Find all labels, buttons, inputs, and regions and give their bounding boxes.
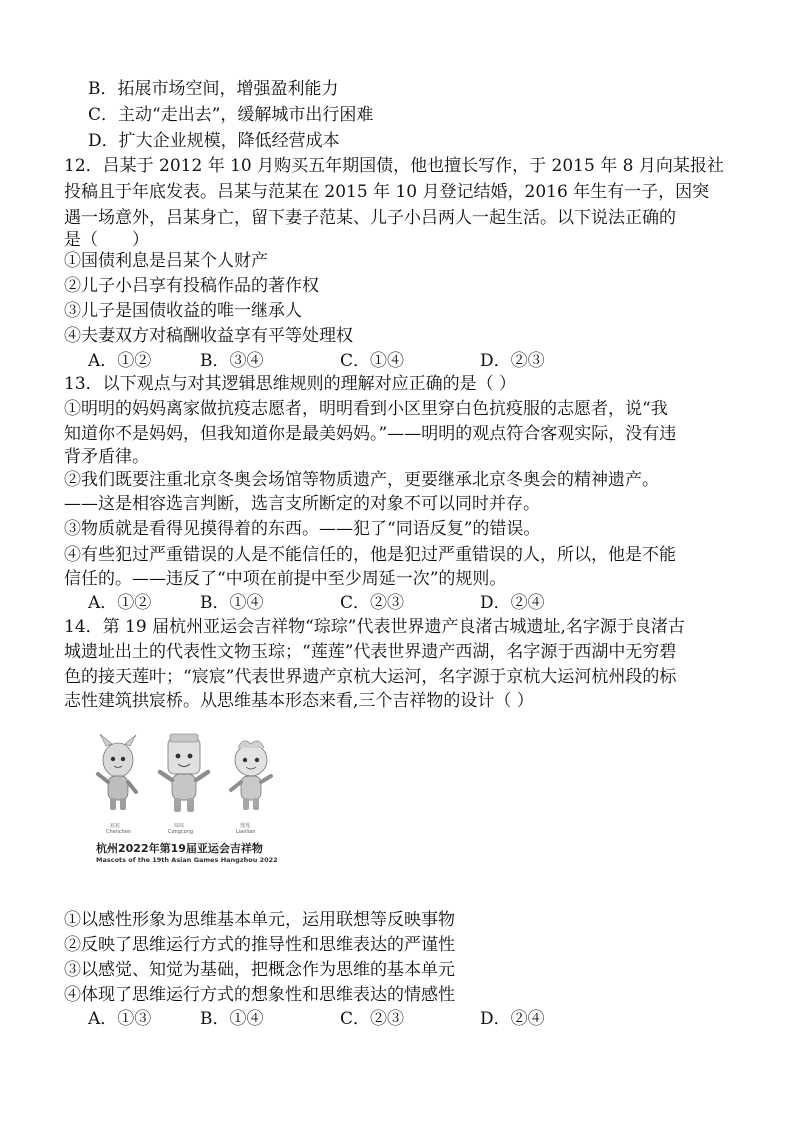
mascot-name-2: 琮琮 (174, 823, 185, 829)
figure-caption-cn: 杭州2022年第19届亚运会吉祥物 (96, 842, 263, 855)
figure-caption-en: Mascots of the 19th Asian Games Hangzhou 2022 (96, 856, 278, 864)
q12-item-2: ②儿子小吕享有投稿作品的著作权 (64, 276, 319, 296)
q11-option-c: C．主动“走出去”，缓解城市出行困难 (88, 105, 374, 125)
mascot-congcong (160, 734, 208, 812)
q12-item-4: ④夫妻双方对稿酬收益享有平等处理权 (64, 326, 353, 346)
mascot-chenchen (98, 734, 136, 810)
q12-item-1: ①国债利息是吕某个人财产 (64, 251, 268, 271)
q14-option-c: C．②③ (340, 1009, 405, 1029)
q12-option-d: D．②③ (480, 351, 545, 371)
mascot-pinyin-2: Congcong (168, 829, 194, 835)
q14-option-b: B．①④ (200, 1009, 264, 1029)
q12-stem-line-4: 是（ ） (64, 230, 149, 250)
q14-item-4: ④体现了思维运行方式的想象性和思维表达的情感性 (64, 985, 455, 1005)
q13-line-5: ——这是相容选言判断，选言支所断定的对象不可以同时并存。 (64, 494, 540, 514)
q13-line-8: 信任的。——违反了“中项在前提中至少周延一次”的规则。 (64, 569, 507, 589)
mascot-lianlian (231, 741, 271, 810)
q13-line-3: 背矛盾律。 (64, 447, 149, 467)
q13-option-b: B．①④ (200, 593, 264, 613)
q11-option-b: B．拓展市场空间，增强盈利能力 (88, 79, 339, 99)
q13-line-6: ③物质就是看得见摸得着的东西。——犯了“同语反复”的错误。 (64, 519, 541, 539)
q13-line-2: 知道你不是妈妈，但我知道你是最美妈妈。”——明明的观点符合客观实际，没有违 (64, 424, 677, 444)
mascot-pinyin-1: Chenchen (106, 829, 132, 835)
q12-option-c: C．①④ (340, 351, 405, 371)
q14-item-2: ②反映了思维运行方式的推导性和思维表达的严谨性 (64, 935, 455, 955)
q14-stem-line-1: 14．第 19 届杭州亚运会吉祥物“琮琮”代表世界遗产良渚古城遗址,名字源于良渚古 (64, 617, 685, 637)
q12-option-b: B．③④ (200, 351, 264, 371)
q12-stem-line-3: 遇一场意外，吕某身亡，留下妻子范某、儿子小吕两人一起生活。以下说法正确的 (64, 208, 676, 228)
q14-item-3: ③以感觉、知觉为基础，把概念作为思维的基本单元 (64, 960, 455, 980)
q11-option-d: D．扩大企业规模，降低经营成本 (88, 131, 340, 151)
mascot-pinyin-3: Lianlian (236, 829, 256, 835)
q14-item-1: ①以感性形象为思维基本单元，运用联想等反映事物 (64, 910, 455, 930)
q13-option-c: C．②③ (340, 593, 405, 613)
q13-line-7: ④有些犯过严重错误的人是不能信任的，他是犯过严重错误的人，所以，他是不能 (64, 545, 676, 565)
q13-line-1: ①明明的妈妈离家做抗疫志愿者，明明看到小区里穿白色抗疫服的志愿者，说“我 (64, 399, 668, 419)
q13-stem: 13．以下观点与对其逻辑思维规则的理解对应正确的是（ ） (64, 374, 517, 394)
q14-option-a: A．①③ (88, 1009, 152, 1029)
q14-stem-line-2: 城遗址出土的代表性文物玉琮；“莲莲”代表世界遗产西湖，名字源于西湖中无穷碧 (64, 642, 677, 662)
q14-stem-line-4: 志性建筑拱宸桥。从思维基本形态来看,三个吉祥物的设计（ ） (64, 691, 534, 711)
mascot-name-3: 莲莲 (240, 823, 251, 829)
q12-item-3: ③儿子是国债收益的唯一继承人 (64, 301, 302, 321)
mascot-name-1: 宸宸 (110, 823, 121, 829)
q14-stem-line-3: 色的接天莲叶；“宸宸”代表世界遗产京杭大运河，名字源于京杭大运河杭州段的标 (64, 667, 677, 687)
q12-stem-line-2: 投稿且于年底发表。吕某与范某在 2015 年 10 月登记结婚，2016 年生有一子，因突 (64, 182, 710, 202)
q13-option-a: A．①② (88, 593, 152, 613)
q12-option-a: A．①② (88, 351, 152, 371)
q13-option-d: D．②④ (480, 593, 545, 613)
q14-option-d: D．②④ (480, 1009, 545, 1029)
q12-stem-line-1: 12．吕某于 2012 年 10 月购买五年期国债，他也擅长写作，于 2015 年 8 月向某报社 (64, 156, 724, 176)
q13-line-4: ②我们既要注重北京冬奥会场馆等物质遗产，更要继承北京冬奥会的精神遗产。 (64, 470, 659, 490)
